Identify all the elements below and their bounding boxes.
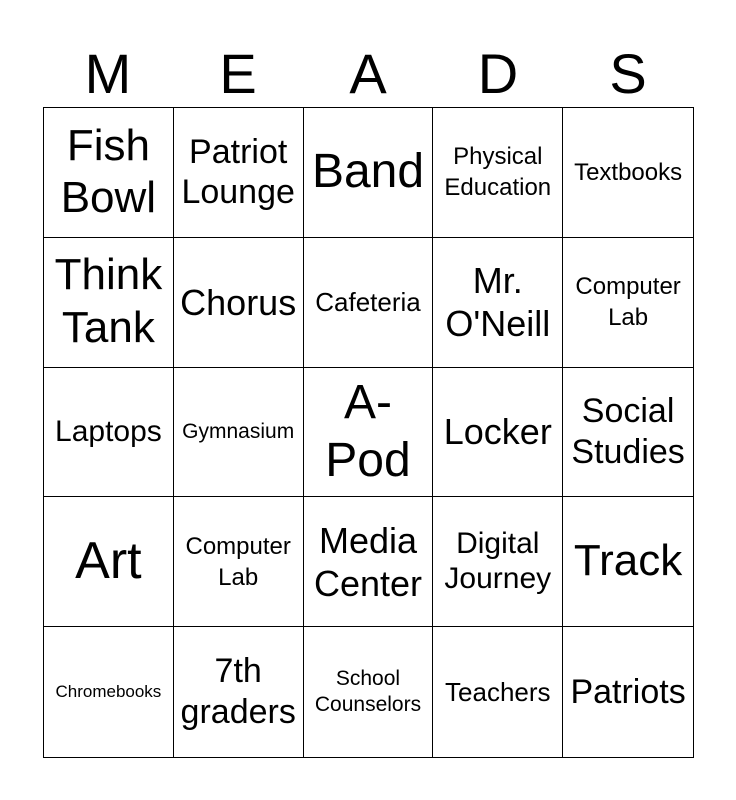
bingo-cell: Teachers [433, 627, 563, 757]
bingo-cell: 7th graders [174, 627, 304, 757]
header-letter-m: M [84, 42, 132, 105]
bingo-header [43, 40, 693, 108]
bingo-cell: Textbooks [563, 108, 693, 238]
header-letter-a: A [349, 42, 387, 105]
header-letter-d: D [477, 42, 519, 105]
bingo-cell: Locker [433, 368, 563, 498]
bingo-cell: Band [304, 108, 434, 238]
bingo-cell: Patriot Lounge [174, 108, 304, 238]
bingo-cell: School Counselors [304, 627, 434, 757]
bingo-cell: Computer Lab [174, 497, 304, 627]
bingo-cell: Cafeteria [304, 238, 434, 368]
bingo-cell: Social Studies [563, 368, 693, 498]
bingo-cell: Laptops [44, 368, 174, 498]
bingo-cell: Mr. O'Neill [433, 238, 563, 368]
bingo-cell: Art [44, 497, 174, 627]
bingo-cell: Patriots [570, 672, 686, 711]
bingo-cell: Fish Bowl [44, 108, 174, 238]
bingo-cell: Chorus [174, 238, 304, 368]
bingo-cell: Gymnasium [174, 368, 304, 498]
bingo-cell: Track [563, 497, 693, 627]
bingo-cell: Digital Journey [433, 497, 563, 627]
bingo-cell: Computer Lab [563, 238, 693, 368]
bingo-cell: Think Tank [44, 238, 174, 368]
bingo-cell: Physical Education [433, 108, 563, 238]
bingo-cell: A- Pod [304, 368, 434, 498]
bingo-cell: Chromebooks [44, 627, 174, 757]
header-letter-e: E [219, 42, 257, 105]
header-letter-s: S [609, 42, 647, 105]
bingo-cell: Media Center [304, 497, 434, 627]
bingo-board [43, 107, 694, 758]
